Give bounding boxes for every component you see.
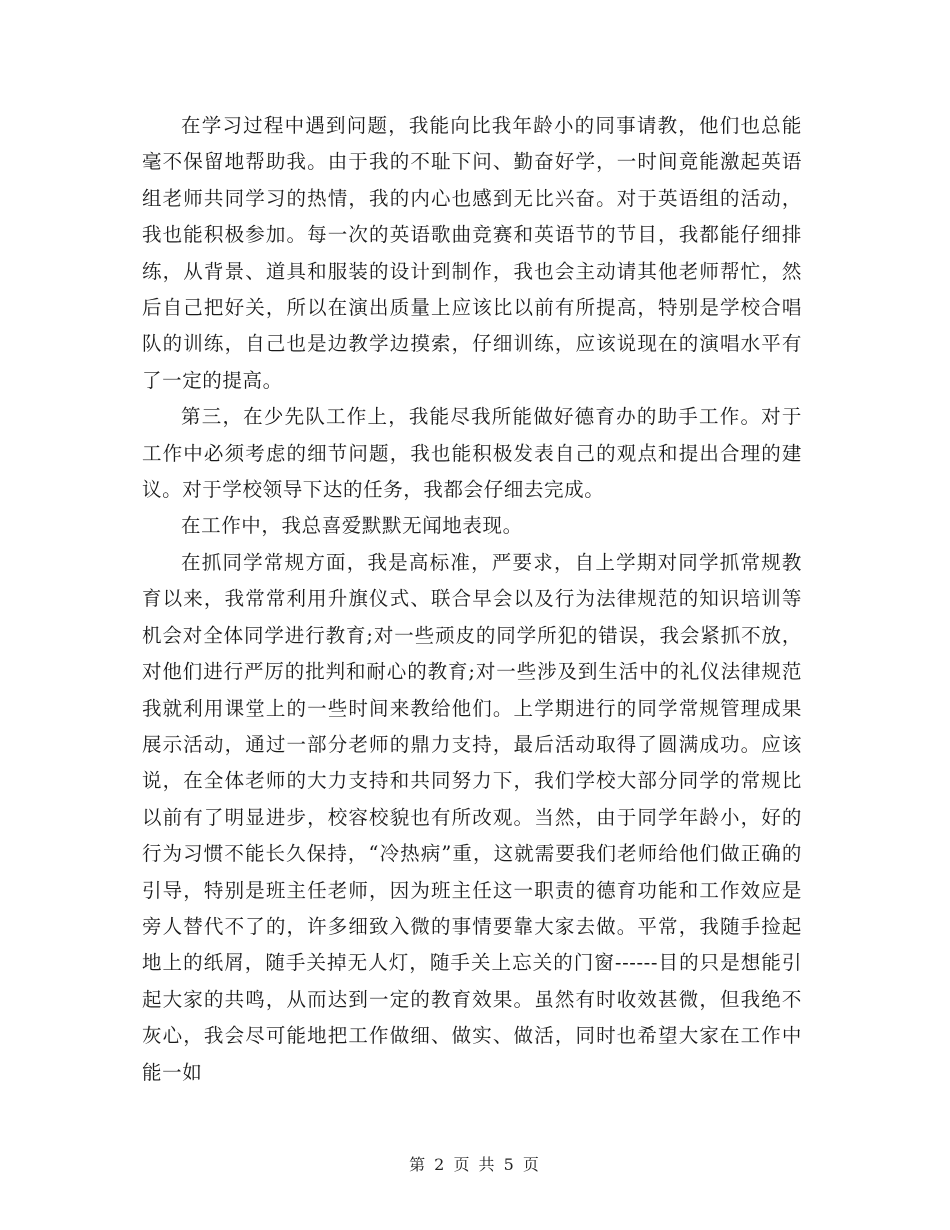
document-body: [142, 108, 802, 1091]
paragraph-quiet-work: 在工作中，我总喜爱默默无闻地表现。: [181, 514, 523, 538]
paragraph-student-routine: 在抓同学常规方面，我是高标准，严要求，自上学期对同学抓常规教育以来，我常常利用升旗仪式、联合早会以及行为法律规范的知识培训等机会对全体同学进行教育;对一些顽皮的同学所犯的错误，我会紧抓不放，对他们进行严厉的批判和耐心的教育;对一些涉及到生活中的礼仪法律规范我就利用课堂上的一些时间来教给他们。上学期进行的同学常规管理成果展示活动，通过一部分老师的鼎力支持，最后活动取得了圆满成功。应该说，在全体老师的大力支持和共同努力下，我们学校大部分同学的常规比以前有了明显进步，校容校貌也有所改观。当然，由于同学年龄小，好的行为习惯不能长久保持，“冷热病”重，这就需要我们老师给他们做正确的引导，特别是班主任老师，因为班主任这一职责的德育功能和工作效应是旁人替代不了的，许多细致入微的事情要靠大家去做。平常，我随手捡起地上的纸屑，随手关掉无人灯，随手关上忘关的门窗------目的只是想能引起大家的共鸣，从而达到一定的教育效果。虽然有时收效甚微，但我绝不灰心，我会尽可能地把工作做细、做实、做活，同时也希望大家在工作中能一如: [142, 550, 802, 1084]
page-number-footer: 第 2 页 共 5 页: [409, 1155, 541, 1174]
paragraph-young-pioneers: 第三，在少先队工作上，我能尽我所能做好德育办的助手工作。对于工作中必须考虑的细节问题，我也能积极发表自己的观点和提出合理的建议。对于学校领导下达的任务，我都会仔细去完成。: [142, 405, 802, 502]
paragraph-study-help: 在学习过程中遇到问题，我能向比我年龄小的同事请教，他们也总能毫不保留地帮助我。由于我的不耻下问、勤奋好学，一时间竟能激起英语组老师共同学习的热情，我的内心也感到无比兴奋。对于英语组的活动，我也能积极参加。每一次的英语歌曲竞赛和英语节的节目，我都能仔细排练，从背景、道具和服装的设计到制作，我也会主动请其他老师帮忙，然后自己把好关，所以在演出质量上应该比以前有所提高，特别是学校合唱队的训练，自己也是边教学边摸索，仔细训练，应该说现在的演唱水平有了一定的提高。: [142, 114, 802, 392]
